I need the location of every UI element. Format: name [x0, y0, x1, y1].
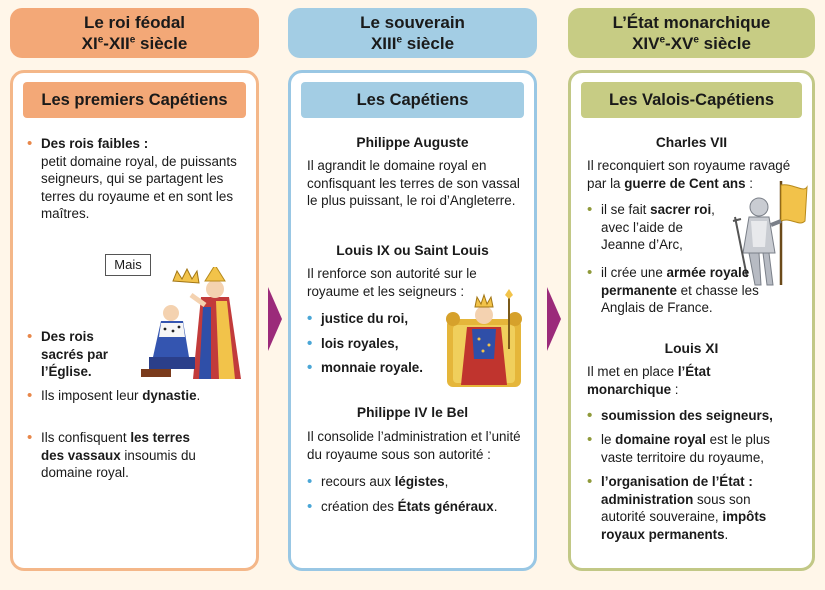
list-item: • il se fait sacrer roi, avec l’aide de Jeanne d’Arc,: [587, 201, 727, 254]
column-title: L’État monarchique: [612, 13, 771, 32]
bullet-dynasty: • Ils imposent leur dynastie.: [27, 387, 247, 405]
column-title: Le souverain: [360, 13, 465, 32]
card-first-capetians: [10, 70, 259, 571]
column-header-sovereign: [288, 8, 537, 58]
column-period: XIIIe siècle: [370, 34, 455, 53]
king-name-philippe-auguste: Philippe Auguste: [356, 135, 469, 150]
mais-label: Mais: [105, 254, 151, 276]
philippe-auguste-text: Il agrandit le domaine royal en confisquant les terres de son vassal le plus puissant, le roi d’Angleterre.: [307, 158, 520, 208]
list-item: • le domaine royal est le plus vaste territoire du royaume,: [587, 431, 787, 466]
card-subtitle: Les Capétiens: [301, 82, 524, 118]
arrow-right-icon: [547, 287, 561, 351]
column-header-monarchic-state: [568, 8, 815, 58]
charles-vii-text: Il reconquiert son royaume ravagé par la guerre de Cent ans :: [587, 158, 791, 191]
card-valois-capetians: [568, 70, 815, 571]
bullet-confiscate: • Ils confisquent les terres des vassaux insoumis du domaine royal.: [27, 429, 197, 482]
list-item: • soumission des seigneurs,: [587, 407, 807, 425]
list-item: • recours aux légistes,: [307, 473, 527, 491]
card-subtitle: Les premiers Capétiens: [23, 82, 246, 118]
arrow-right-icon: [268, 287, 282, 351]
enthroned-king-illustration: [439, 289, 529, 389]
king-name-louis-xi: Louis XI: [664, 341, 719, 356]
card-capetians: [288, 70, 537, 571]
saint-louis-text: Il renforce son autorité sur le royaume et les seigneurs :: [307, 266, 477, 299]
column-title: Le roi féodal: [83, 13, 186, 32]
column-header-feudal-king: [10, 8, 259, 58]
list-item: • monnaie royale.: [307, 359, 437, 377]
king-name-charles-vii: Charles VII: [655, 135, 728, 150]
list-item: • création des États généraux.: [307, 498, 527, 516]
list-item: • justice du roi,: [307, 310, 437, 328]
louis-xi-text: Il met en place l’État monarchique :: [587, 364, 711, 397]
bullet-sacred-kings: • Des rois sacrés par l’Église.: [27, 328, 137, 381]
list-item: • il crée une armée royale permanente et chasse les Anglais de France.: [587, 264, 787, 317]
card-subtitle: Les Valois-Capétiens: [581, 82, 802, 118]
king-name-saint-louis: Louis IX ou Saint Louis: [336, 243, 489, 258]
king-name-philippe-le-bel: Philippe IV le Bel: [356, 405, 469, 420]
list-item: • lois royales,: [307, 335, 437, 353]
list-item: • l’organisation de l’État : administration sous son autorité souveraine, impôts royaux permanents.: [587, 473, 787, 543]
philippe-le-bel-text: Il consolide l’administration et l’unité du royaume sous son autorité :: [307, 429, 521, 462]
column-period: XIVe-XVe siècle: [632, 34, 751, 53]
bullet-weak-kings: • Des rois faibles : petit domaine royal, de puissants seigneurs, qui se partagent les terres du royaume et en sont les maîtres.: [27, 135, 247, 223]
column-period: XIe-XIIe siècle: [81, 34, 188, 53]
crowning-scene-illustration: [131, 267, 249, 383]
